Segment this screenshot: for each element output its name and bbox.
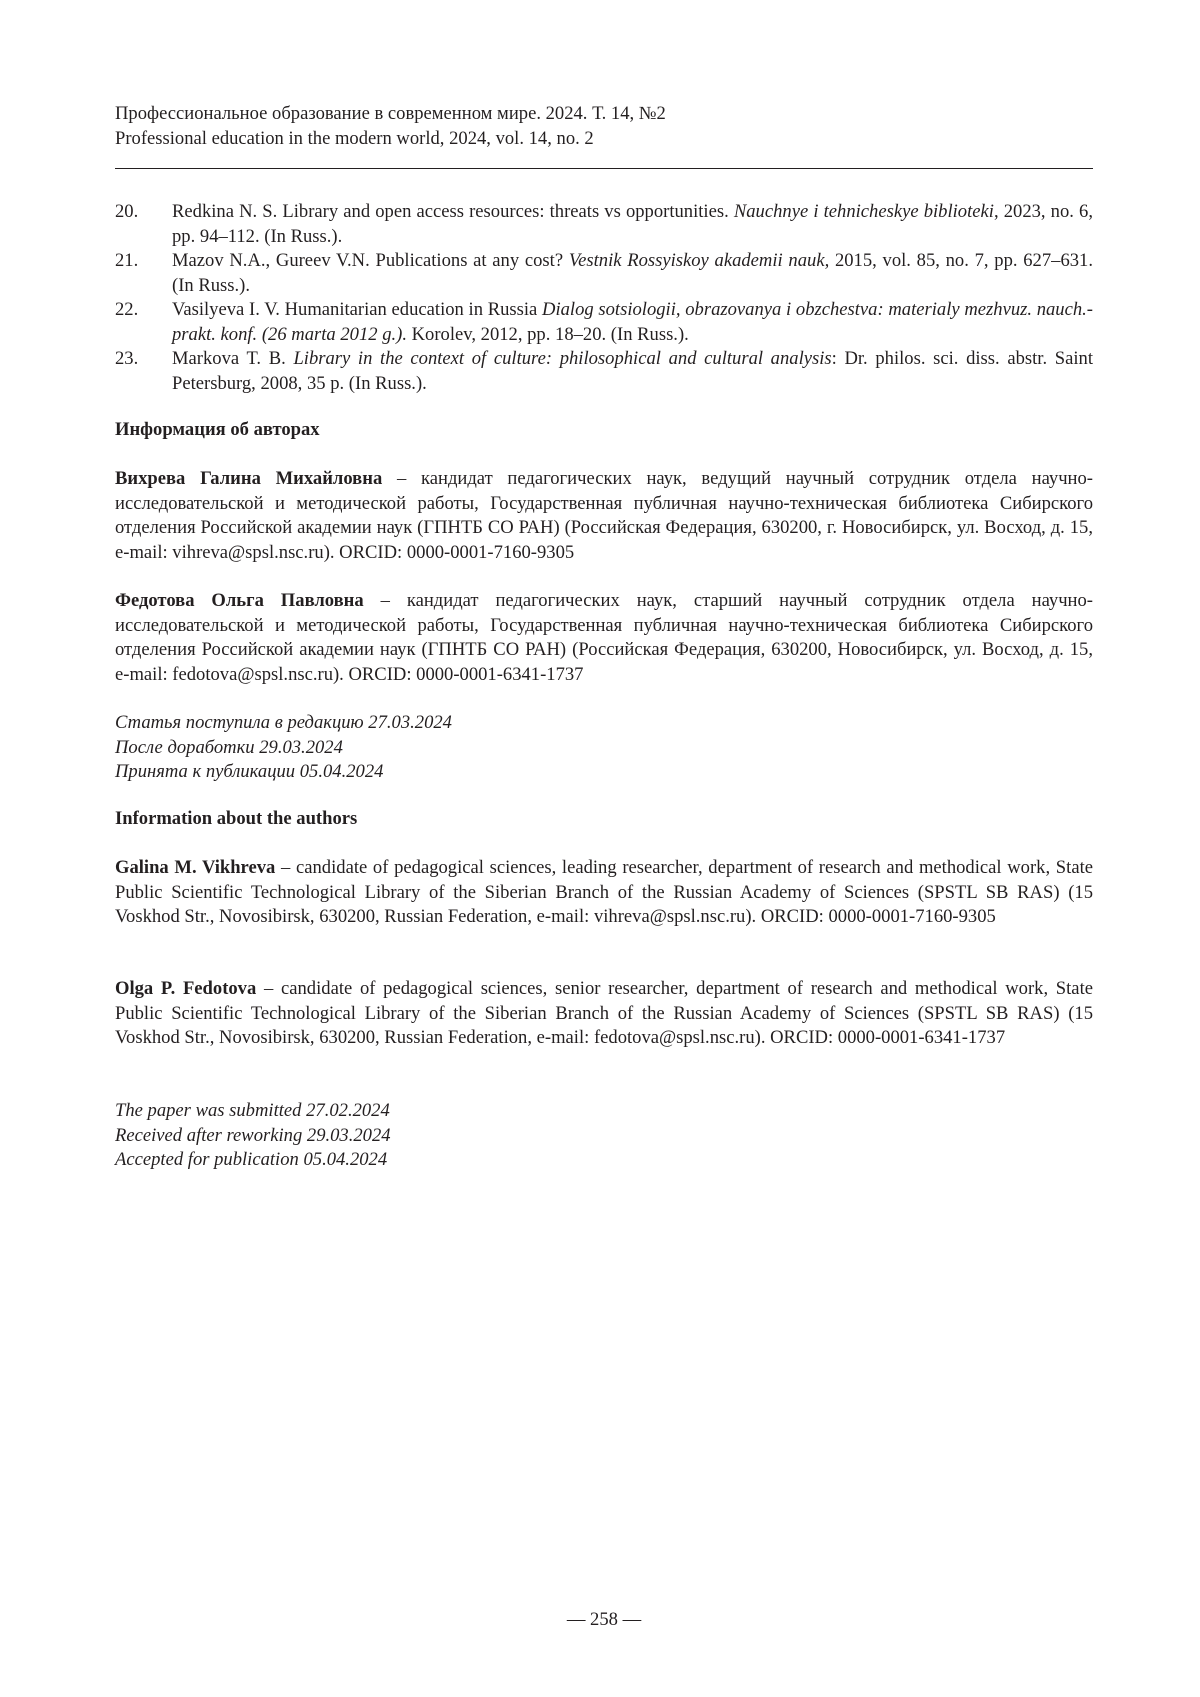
- reference-source: Dialog sotsiologii, obrazovanya i obzchestva: materialy mezhvuz. nauch.-prakt. konf. (26 marta 2012 g.).: [172, 299, 1093, 345]
- author-description: – кандидат педагогических наук, старший научный сотрудник отдела научно-исследовательской и методической работы, Государственная публичная научно-техническая библиотека Сибирского отделения Российской академии наук (ГПНТБ СО РАН) (Российская Федерация, 630200, Новосибирск, ул. Восход, д. 15, e-mail: fedotova@spsl.nsc.ru). ORCID: 0000-0001-6341-1737: [115, 590, 1093, 685]
- date-revised: После доработки 29.03.2024: [115, 736, 1093, 761]
- reference-details: Korolev, 2012, pp. 18–20. (In Russ.).: [407, 324, 689, 345]
- reference-item: [115, 347, 1093, 396]
- date-accepted: Принята к публикации 05.04.2024: [115, 760, 1093, 785]
- header-divider: [115, 168, 1093, 169]
- reference-source: Vestnik Rossyiskoy akademii nauk,: [569, 250, 829, 271]
- section-heading: Информация об авторах: [115, 418, 1093, 443]
- date-submitted: The paper was submitted 27.02.2024: [115, 1099, 1093, 1124]
- section-heading: Information about the authors: [115, 807, 1093, 832]
- author-ru-fedotova: [115, 589, 1093, 687]
- author-en-fedotova: [115, 977, 1093, 1051]
- author-description: – candidate of pedagogical sciences, leading researcher, department of research and methodical work, State Public Scientific Technological Library of the Siberian Branch of the Russian Academy of Sciences (SPSTL SB RAS) (15 Voskhod Str., Novosibirsk, 630200, Russian Federation, e-mail: vihreva@spsl.nsc.ru). ORCID: 0000-0001-7160-9305: [115, 857, 1093, 927]
- author-name: Вихрева Галина Михайловна: [115, 468, 382, 489]
- date-revised: Received after reworking 29.03.2024: [115, 1124, 1093, 1149]
- running-header-ru: Профессиональное образование в современном мире. 2024. Т. 14, №2: [115, 102, 1093, 127]
- author-name: Olga P. Fedotova: [115, 978, 256, 999]
- author-name: Федотова Ольга Павловна: [115, 590, 364, 611]
- reference-text: Vasilyeva I. V. Humanitarian education in Russia: [172, 299, 542, 320]
- reference-details: : Dr. philos. sci. diss. abstr. Saint Petersburg, 2008, 35 p. (In Russ.).: [172, 348, 1093, 394]
- reference-list: [115, 200, 1093, 396]
- journal-page: [115, 0, 1093, 1697]
- author-en-vikhreva: [115, 856, 1093, 930]
- reference-details: , 2023, no. 6, pp. 94–112. (In Russ.).: [172, 201, 1093, 247]
- reference-number: 23.: [115, 347, 138, 372]
- reference-number: 21.: [115, 249, 138, 274]
- reference-text: Redkina N. S. Library and open access resources: threats vs opportunities.: [172, 201, 734, 222]
- reference-details: 2015, vol. 85, no. 7, pp. 627–631. (In Russ.).: [172, 250, 1093, 296]
- page-number: — 258 —: [115, 1608, 1093, 1633]
- reference-text: Markova T. B.: [172, 348, 293, 369]
- running-header: [115, 102, 1093, 151]
- author-description: – кандидат педагогических наук, ведущий научный сотрудник отдела научно-исследовательской и методической работы, Государственная публичная научно-техническая библиотека Сибирского отделения Российской академии наук (ГПНТБ СО РАН) (Российская Федерация, 630200, г. Новосибирск, ул. Восход, д. 15, e-mail: vihreva@spsl.nsc.ru). ORCID: 0000-0001-7160-9305: [115, 468, 1093, 563]
- reference-source: Nauchnye i tehnicheskye biblioteki: [734, 201, 994, 222]
- running-header-en: Professional education in the modern world, 2024, vol. 14, no. 2: [115, 127, 1093, 152]
- article-dates-ru: [115, 711, 1093, 785]
- author-description: – candidate of pedagogical sciences, senior researcher, department of research and methodical work, State Public Scientific Technological Library of the Siberian Branch of the Russian Academy of Sciences (SPSTL SB RAS) (15 Voskhod Str., Novosibirsk, 630200, Russian Federation, e-mail: fedotova@spsl.nsc.ru). ORCID: 0000-0001-6341-1737: [115, 978, 1093, 1048]
- reference-item: [115, 200, 1093, 249]
- reference-item: [115, 249, 1093, 298]
- authors-en-title: [115, 807, 1093, 832]
- author-ru-vikhreva: [115, 467, 1093, 565]
- reference-source: Library in the context of culture: philosophical and cultural analysis: [293, 348, 831, 369]
- reference-number: 20.: [115, 200, 138, 225]
- reference-number: 22.: [115, 298, 138, 323]
- authors-ru-title: [115, 418, 1093, 443]
- reference-item: [115, 298, 1093, 347]
- author-name: Galina M. Vikhreva: [115, 857, 275, 878]
- article-dates-en: [115, 1099, 1093, 1173]
- reference-text: Mazov N.A., Gureev V.N. Publications at any cost?: [172, 250, 569, 271]
- date-submitted: Статья поступила в редакцию 27.03.2024: [115, 711, 1093, 736]
- date-accepted: Accepted for publication 05.04.2024: [115, 1148, 1093, 1173]
